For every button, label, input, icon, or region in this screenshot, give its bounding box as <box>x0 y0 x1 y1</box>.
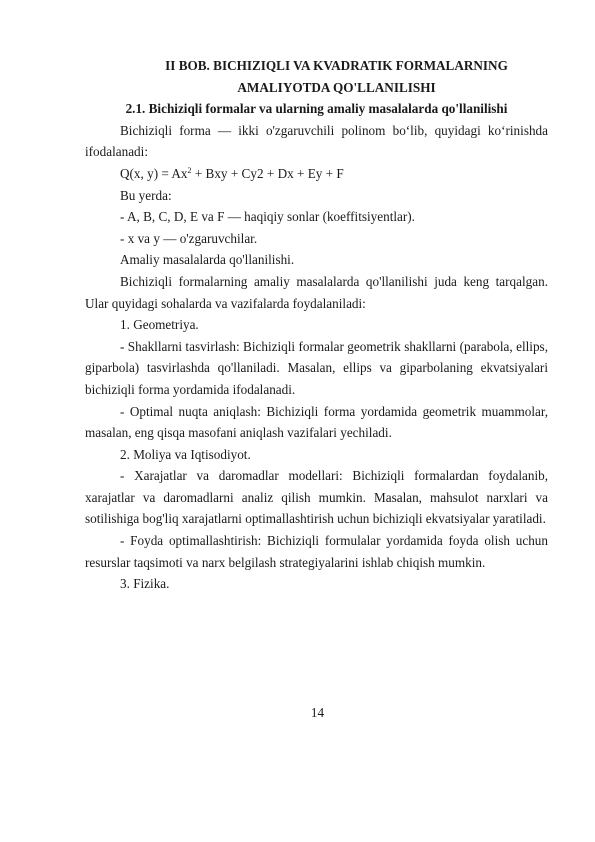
list-item-geometry: 1. Geometriya. <box>120 317 199 333</box>
paragraph-costs-revenue: - Xarajatlar va daromadlar modellari: Bichiziqli formalardan foydalanib, xarajatlar va daromadlarni analiz qilish mumkin. Masalan, mahsulot narxlari va sotilishiga bog'liq xarajatlarni optimallashtirish uchun bichiziqli ekvatsiyalar yaratiladi. <box>85 468 548 527</box>
chapter-title: II BOB. BICHIZIQLI VA KVADRATIK FORMALARNING AMALIYOTDA QO'LLANILISHI <box>165 58 508 95</box>
paragraph-definition: Bichiziqli forma — ikki o'zgaruvchili polinom bo‘lib, quyidagi ko‘rinishda ifodalanadi: <box>85 122 548 160</box>
paragraph-application-intro: Bichiziqli formalarning amaliy masalalarda qo'llanilishi juda keng tarqalgan. Ular quyidagi sohalarda va vazifalarda foydalaniladi: <box>85 273 548 311</box>
paragraph-optimal-point: - Optimal nuqta aniqlash: Bichiziqli forma yordamida geometrik muammolar, masalan, eng qisqa masofani aniqlash vazifalari yechiladi. <box>85 403 548 441</box>
formula <box>85 163 548 185</box>
paragraph-where: Bu yerda: <box>120 187 172 203</box>
formula-exponent: 2 <box>187 165 192 175</box>
paragraph-coefficients: - A, B, C, D, E va F — haqiqiy sonlar (koeffitsiyentlar). <box>120 209 415 225</box>
page-content <box>85 55 548 595</box>
paragraph-profit-optimization: - Foyda optimallashtirish: Bichiziqli formulalar yordamida foyda olish uchun resurslar taqsimoti va narx belgilash strategiyalarini ishlab chiqish mumkin. <box>85 533 548 570</box>
section-title: 2.1. Bichiziqli formalar va ularning amaliy masalalarda qo'llanilishi <box>125 101 508 117</box>
list-item-finance: 2. Moliya va Iqtisodiyot. <box>120 446 251 462</box>
formula-prefix: Q(x, y) = Ax <box>120 165 188 181</box>
formula-suffix: + Bxy + Cy2 + Dx + Ey + F <box>191 165 344 181</box>
paragraph-application-heading: Amaliy masalalarda qo'llanilishi. <box>120 252 295 268</box>
paragraph-variables: - x va y — o'zgaruvchilar. <box>120 230 258 246</box>
list-item-physics: 3. Fizika. <box>120 576 170 592</box>
paragraph-shapes: - Shakllarni tasvirlash: Bichiziqli formalar geometrik shakllarni (parabola, ellips, giparbola) tasvirlashda qo'llaniladi. Masalan, ellips va giparbolaning ekvatsiyalari bichiziqli forma yordamida ifodalanadi. <box>85 338 548 397</box>
page-number: 14 <box>310 705 325 720</box>
